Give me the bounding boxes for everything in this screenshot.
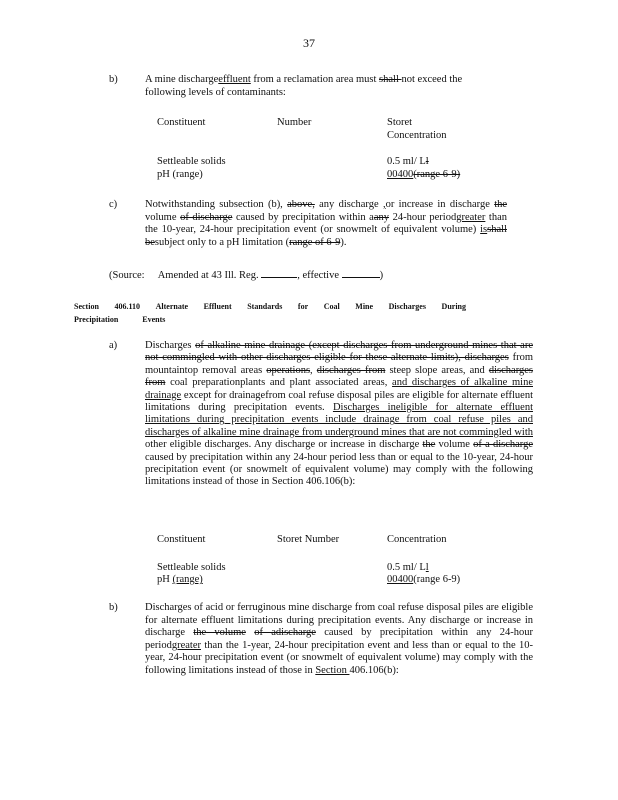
text: not exceed the [401, 74, 463, 85]
col-header-constituent: Constituent [157, 534, 206, 545]
paragraph-b [145, 74, 507, 99]
text: following levels of contaminants: [145, 86, 286, 98]
paragraph-b2: Discharges of acid or ferruginous mine discharge from coal refuse disposal piles are eligible for alternate effluent limitations during precipitation events. Any discharge or increase in discharge the volume of adischarge caused by precipitation within any 24-hour periodgreater than the 1-year, 24-hour precipitation event and less than or equal to the 10-year, 24-hour precipitation event (or snowmelt of equivalent volume) may comply with the following limitations instead of those in Section 406.106(b): [145, 602, 534, 676]
cell: 0.5 ml/ Ll [387, 156, 429, 168]
page-number: 37 [303, 36, 315, 50]
col-header-constituent: Constituent [157, 117, 206, 128]
inserted-text: effluent [218, 74, 251, 85]
col-header-storet-number: Storet Number [277, 534, 340, 545]
col-header-number: Number [277, 117, 312, 128]
table-row [157, 169, 497, 182]
col-header-concentration: Concentration [387, 534, 447, 545]
contaminant-table-b [157, 117, 517, 181]
list-marker-b2: b) [109, 602, 118, 613]
list-marker-a: a) [109, 340, 118, 351]
contaminant-table-a [157, 534, 517, 587]
list-marker-c: c) [109, 199, 118, 210]
text: A mine discharge [145, 74, 219, 85]
text: from a reclamation area must [250, 74, 380, 85]
paragraph-a: Discharges of alkaline mine drainage (except discharges from underground mines that are not commingled with other discharges eligible for these alternate limits), discharges from mountaintop removal areas operations, discharges from steep slope areas, and discharges from coal preparationplants and plant associated areas, and discharges of alkaline mine drainage except for drainagefrom coal refuse disposal piles are eligible for alternate effluent limitations during precipitation events. Discharges ineligible for alternate effluent limitations during precipitation events include drainage from coal refuse piles and discharges of alkaline mine drainage from underground mines that are not commingled with other eligible discharges. Any discharge or increase in discharge the volume of a discharge caused by precipitation within any 24-hour period less than or equal to the 10-year, 24-hour precipitation event (or snowmelt of equivalent volume) may comply with the following limitations instead of those in Section 406.106(b): [145, 340, 534, 488]
section-heading: Section 406.110 Alternate Effluent Standards for Coal Mine Discharges During Precipitation Events [74, 302, 466, 324]
table-row: Settleable solids 0.5 ml/ Ll [157, 561, 429, 573]
cell: Settleable solids [157, 156, 226, 168]
deleted-text: shall [379, 74, 402, 85]
table-row [157, 156, 497, 169]
cell: 00400(range 6-9) [387, 168, 461, 180]
paragraph-c: Notwithstanding subsection (b), above, any discharge ,or increase in discharge the volume of discharge caused by precipitation within aany 24-hour periodgreater than the 10-year, 24-hour precipitation event (or snowmelt of equivalent volume) isshall besubject only to a pH limitation (range of 6-9). [145, 199, 508, 248]
col-header-storet: Storet Concentration [387, 117, 447, 141]
blank-line [342, 268, 380, 278]
source-note: (Source: Amended at 43 Ill. Reg. , effective ) [109, 270, 384, 281]
cell: pH (range) [157, 168, 203, 180]
blank-line [261, 268, 297, 278]
list-marker-b: b) [109, 74, 118, 85]
table-row: pH (range) 00400(range 6-9) [157, 574, 461, 586]
